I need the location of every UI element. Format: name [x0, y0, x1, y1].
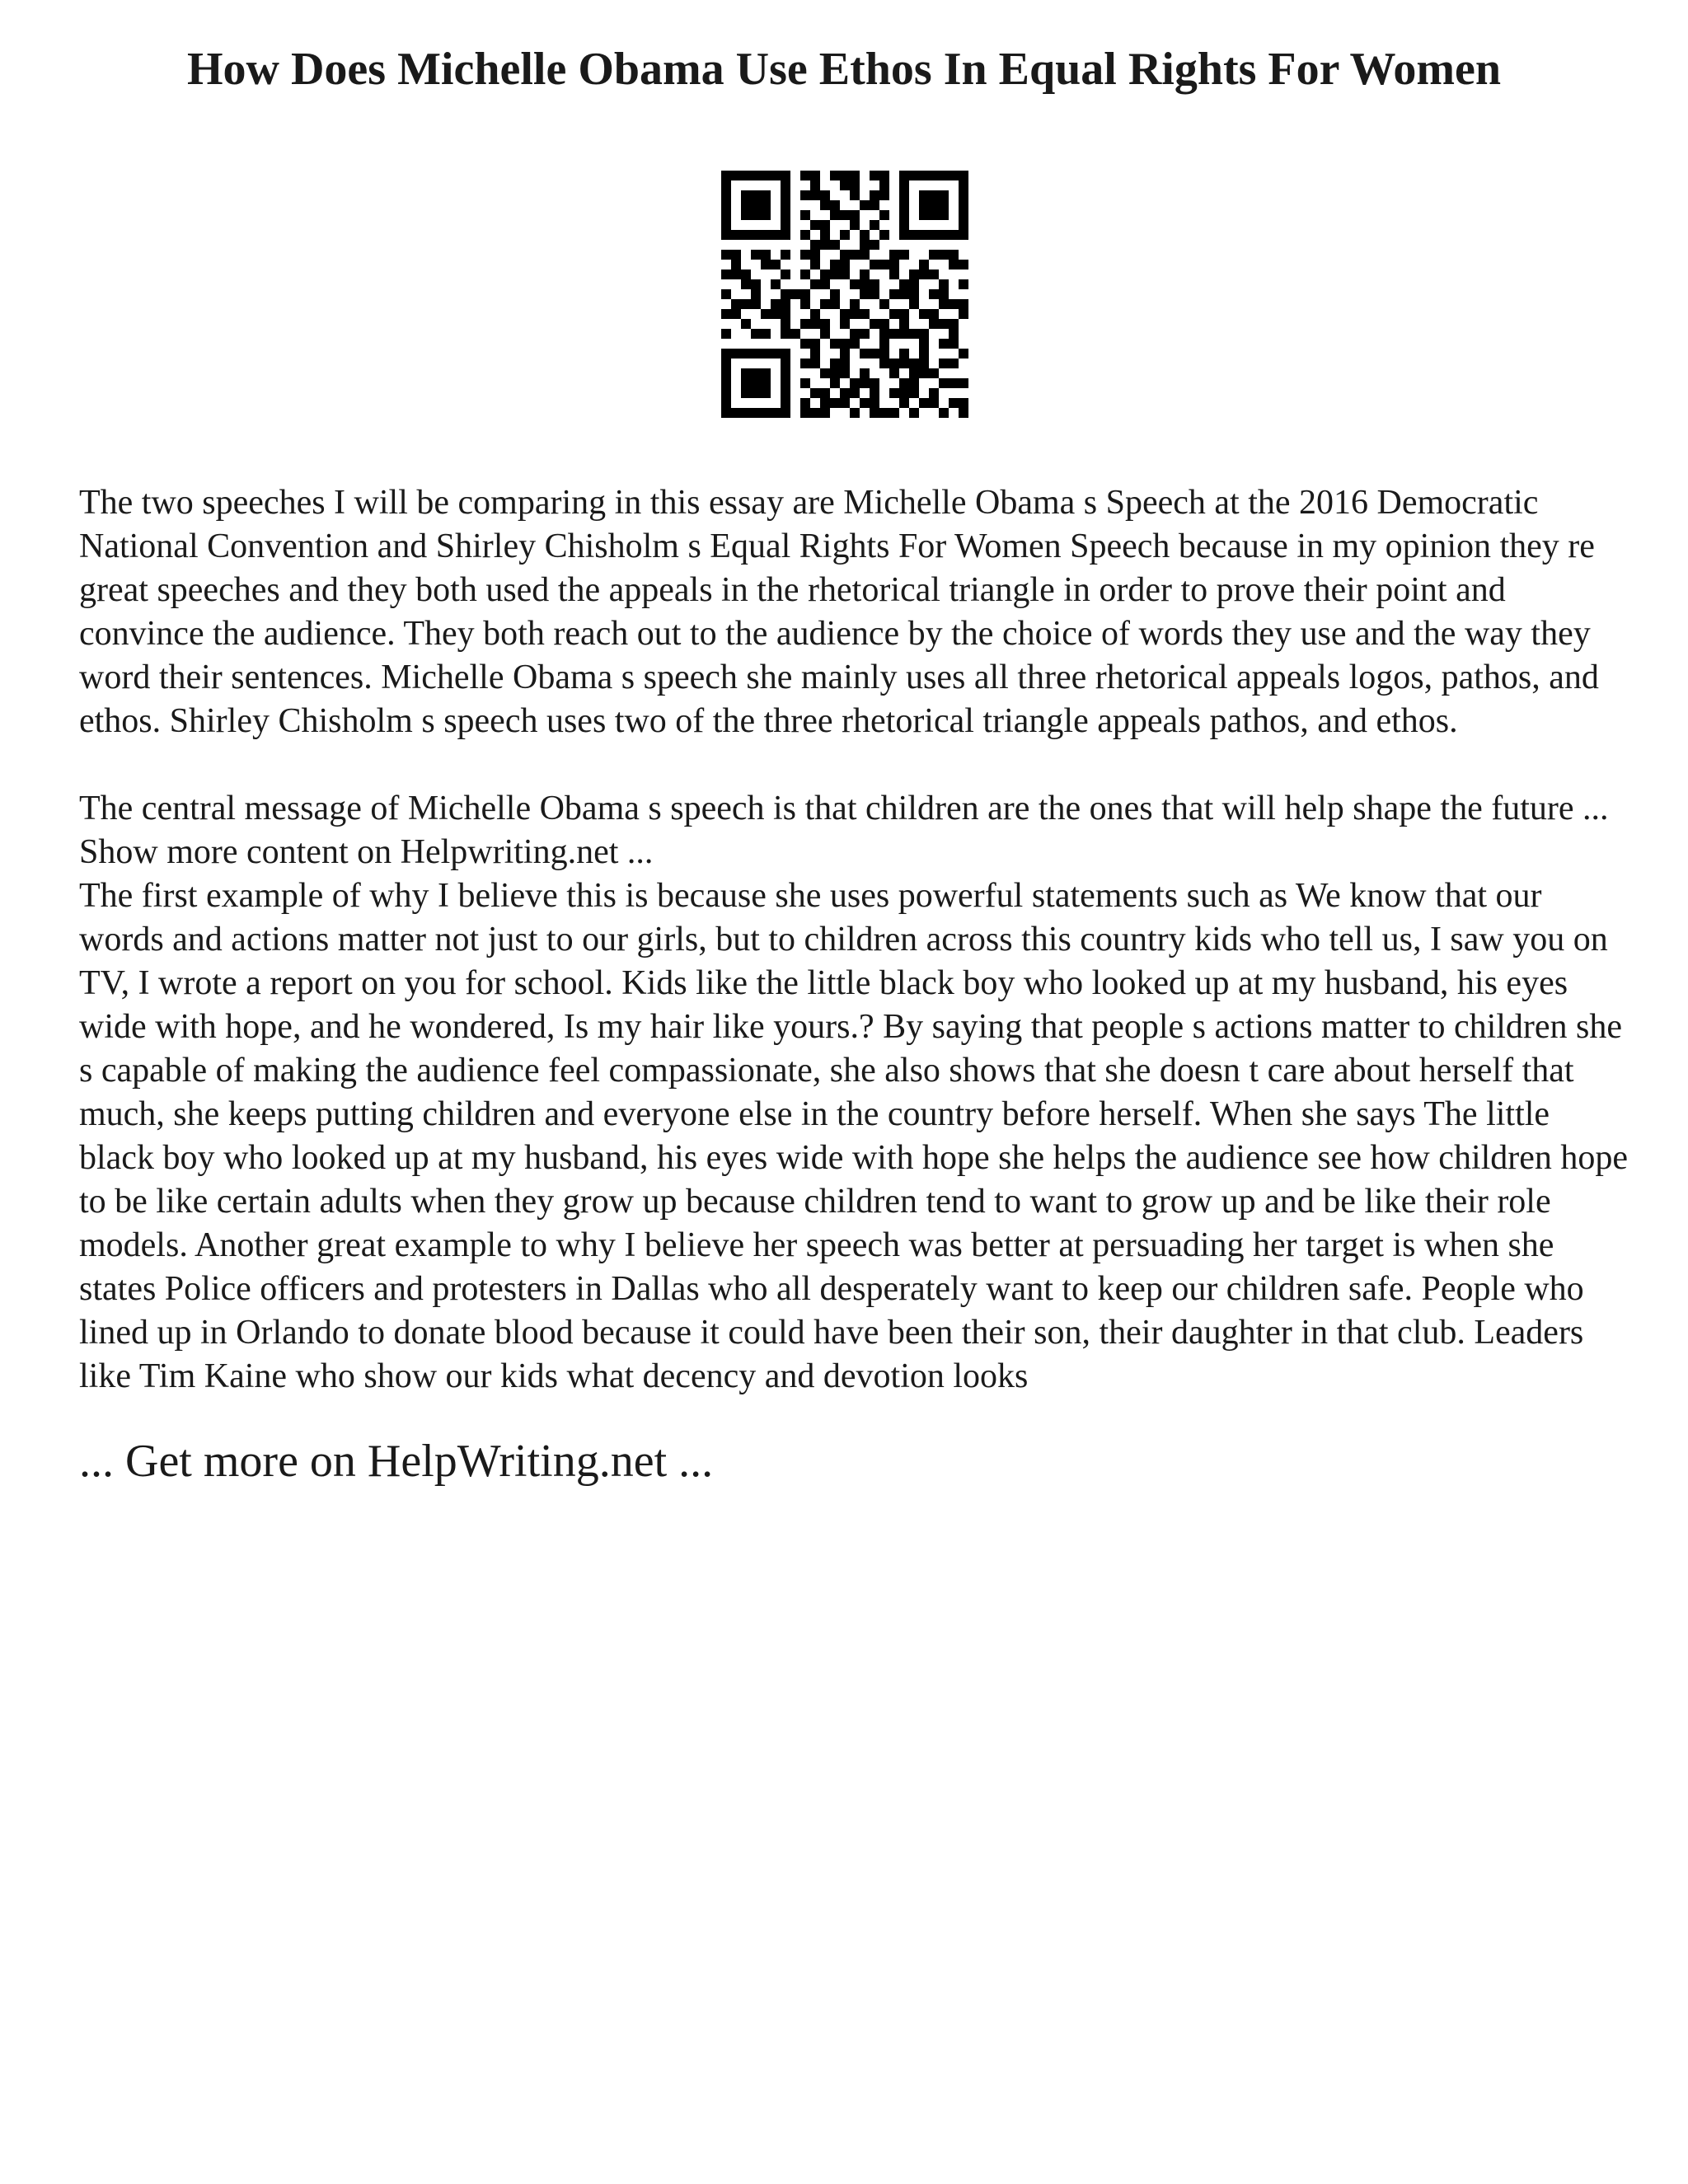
paragraph-intro: The two speeches I will be comparing in this essay are Michelle Obama s Speech at the 2016 Democratic National Convention and Shirley Chisholm s Equal Rights For Women Speech because in my opinion they re great speeches and they both used the appeals in the rhetorical triangle in order to prove their point and convince the audience. They both reach out to the audience by the choice of words they use and the way they word their sentences. Michelle Obama s speech she mainly uses all three rhetorical appeals logos, pathos, and ethos. Shirley Chisholm s speech uses two of the three rhetorical triangle appeals pathos, and ethos.	[79, 484, 1599, 740]
paragraph-central-message: The central message of Michelle Obama s speech is that children are the ones that will help shape the future ... Show more content on Helpwriting.net ...	[79, 790, 1609, 871]
essay-body	[79, 481, 1629, 1494]
qr-code-icon	[721, 171, 968, 418]
paragraph-first-example: The first example of why I believe this is because she uses powerful statements such as We know that our words and actions matter not just to our girls, but to children across this country kids who tell us, I saw you on TV, I wrote a report on you for school. Kids like the little black boy who looked up at my husband, his eyes wide with hope, and he wondered, Is my hair like yours.? By saying that people s actions matter to children she s capable of making the audience feel compassionate, she also shows that she doesn t care about herself that much, she keeps putting children and everyone else in the country before herself. When she says The little black boy who looked up at my husband, his eyes wide with hope she helps the audience see how children hope to be like certain adults when they grow up because children tend to want to grow up and be like their role models. Another great example to why I believe her speech was better at persuading her target is when she states Police officers and protesters in Dallas who all desperately want to keep our children safe. People who lined up in Orlando to donate blood because it could have been their son, their daughter in that club. Leaders like Tim Kaine who show our kids what decency and devotion looks	[79, 877, 1629, 1395]
page-title: How Does Michelle Obama Use Ethos In Equal Rights For Women	[186, 44, 1502, 95]
get-more-link[interactable]: ... Get more on HelpWriting.net ...	[79, 1436, 714, 1487]
